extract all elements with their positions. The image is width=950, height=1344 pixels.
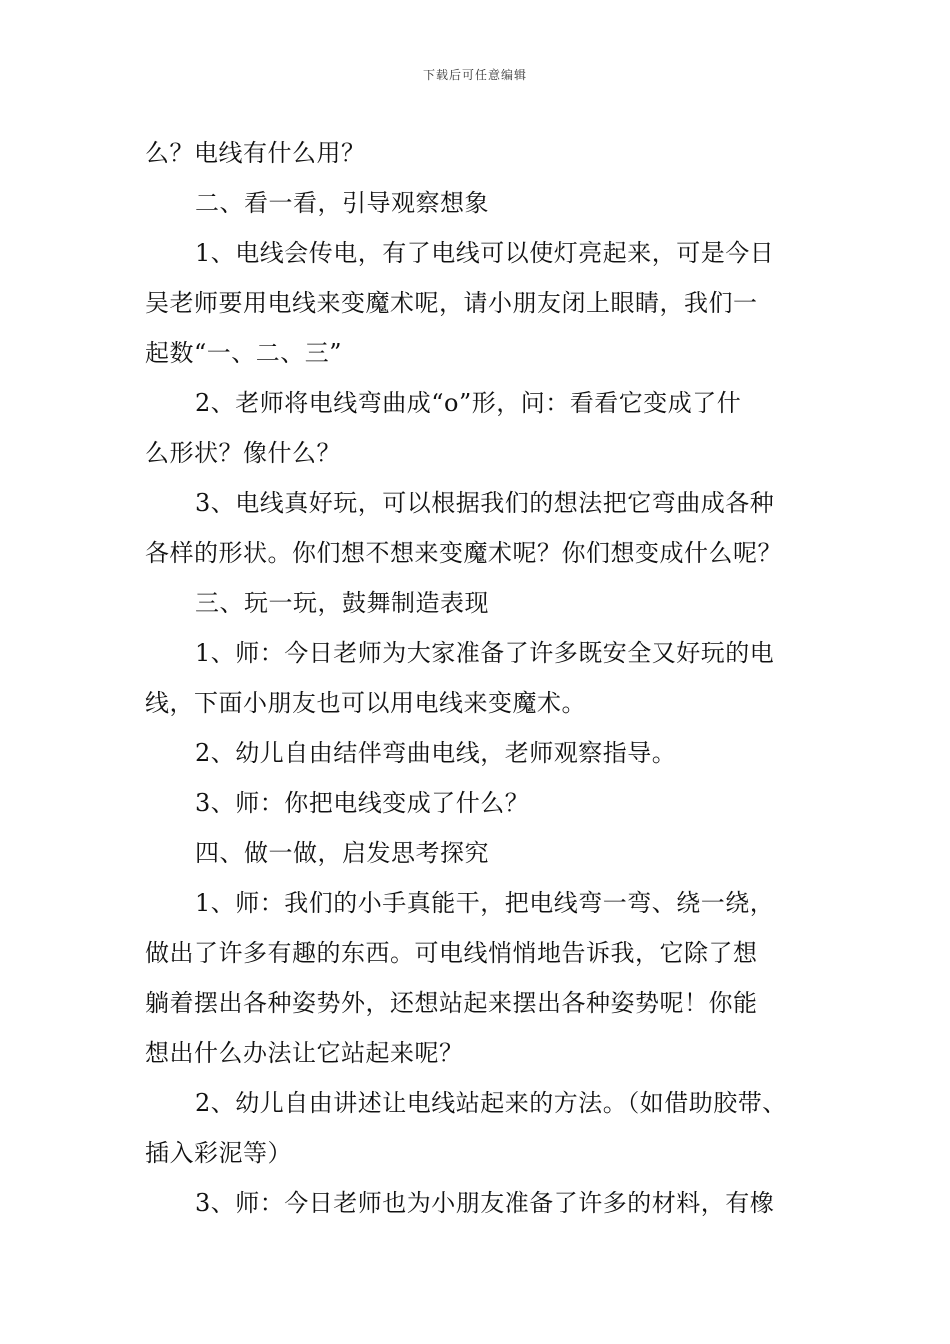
text-line: 想出什么办法让它站起来呢？ [145,1039,464,1067]
text-line: 3、师：你把电线变成了什么？ [195,789,530,817]
text-line: 二、看一看，引导观察想象 [195,189,489,217]
text-line: 线，下面小朋友也可以用电线来变魔术。 [145,689,586,717]
text-line: 2、幼儿自由讲述让电线站起来的方法。（如借助胶带、 [195,1089,787,1117]
text-line: 么？电线有什么用？ [145,139,366,167]
text-line: 2、幼儿自由结伴弯曲电线，老师观察指导。 [195,739,677,767]
text-line: 3、电线真好玩，可以根据我们的想法把它弯曲成各种 [195,489,775,517]
text-line: 2、老师将电线弯曲成“o”形，问：看看它变成了什 [195,389,742,417]
document-body [145,128,810,1228]
text-line: 吴老师要用电线来变魔术呢，请小朋友闭上眼睛，我们一 [145,289,758,317]
text-line: 躺着摆出各种姿势外，还想站起来摆出各种姿势呢！你能 [145,989,758,1017]
text-line: 1、电线会传电，有了电线可以使灯亮起来，可是今日 [195,239,775,267]
text-line: 起数“一、二、三” [145,339,343,367]
text-line: 三、玩一玩，鼓舞制造表现 [195,589,489,617]
text-line: 3、师：今日老师也为小朋友准备了许多的材料，有橡 [195,1189,775,1217]
text-line: 做出了许多有趣的东西。可电线悄悄地告诉我，它除了想 [145,939,758,967]
text-line: 各样的形状。你们想不想来变魔术呢？你们想变成什么呢？ [145,539,782,567]
text-line: 么形状？像什么？ [145,439,341,467]
text-line: 插入彩泥等） [145,1139,292,1167]
text-line: 四、做一做，启发思考探究 [195,839,489,867]
text-line: 1、师：今日老师为大家准备了许多既安全又好玩的电 [195,639,775,667]
text-line: 1、师：我们的小手真能干，把电线弯一弯、绕一绕， [195,889,775,917]
page-header-note: 下载后可任意编辑 [422,68,527,82]
